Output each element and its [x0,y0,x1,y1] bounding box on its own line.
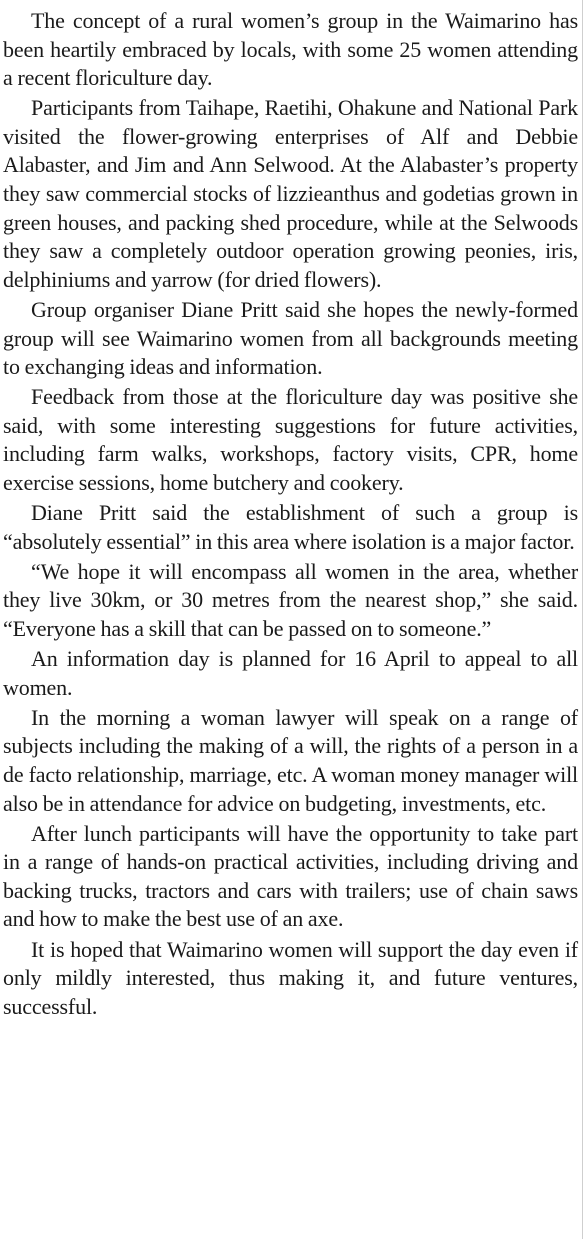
column-edge-rule [582,0,583,1239]
article-paragraph: In the morning a woman lawyer will speak on a range of subjects including the making of a will, the rights of a person in a de facto relationship, marriage, etc. A woman money manager will also be in attendance for advice on budgeting, investments, etc. [3,704,578,816]
article-paragraph: The concept of a rural women’s group in the Waimarino has been heartily embraced by locals, with some 25 women attending a recent floriculture day. [3,8,578,91]
article-paragraph: After lunch participants will have the opportunity to take part in a range of hands-on practical activities, including driving and backing trucks, tractors and cars with trailers; use of chain saws and how to make the best use of an axe. [3,820,578,932]
article-paragraph: Diane Pritt said the establishment of such a group is “absolutely essential” in this area where isolation is a major factor. [3,500,578,554]
article-paragraph: “We hope it will encompass all women in the area, whether they live 30km, or 30 metres from the nearest shop,” she said. “Everyone has a skill that can be passed on to someone.” [3,558,578,641]
article-paragraph: Participants from Taihape, Raetihi, Ohakune and National Park visited the flower-growing enterprises of Alf and Debbie Alabaster, and Jim and Ann Selwood. At the Alabaster’s property they saw commercial stocks of lizzieanthus and godetias grown in green houses, and packing shed procedure, while at the Selwoods they saw a completely outdoor operation growing peonies, iris, delphiniums and yarrow (for dried flowers). [3,95,578,292]
article-body [3,7,578,1023]
article-paragraph: Group organiser Diane Pritt said she hopes the newly-formed group will see Waimarino women from all backgrounds meeting to exchanging ideas and information. [3,296,578,380]
article-paragraph: Feedback from those at the floriculture day was positive she said, with some interesting suggestions for future activities, including farm walks, workshops, factory visits, CPR, home exercise sessions, home butchery and cookery. [3,384,578,495]
article-paragraph: It is hoped that Waimarino women will support the day even if only mildly interested, thus making it, and future ventures, successful. [3,936,578,1019]
article-paragraph: An information day is planned for 16 April to appeal to all women. [3,646,578,700]
